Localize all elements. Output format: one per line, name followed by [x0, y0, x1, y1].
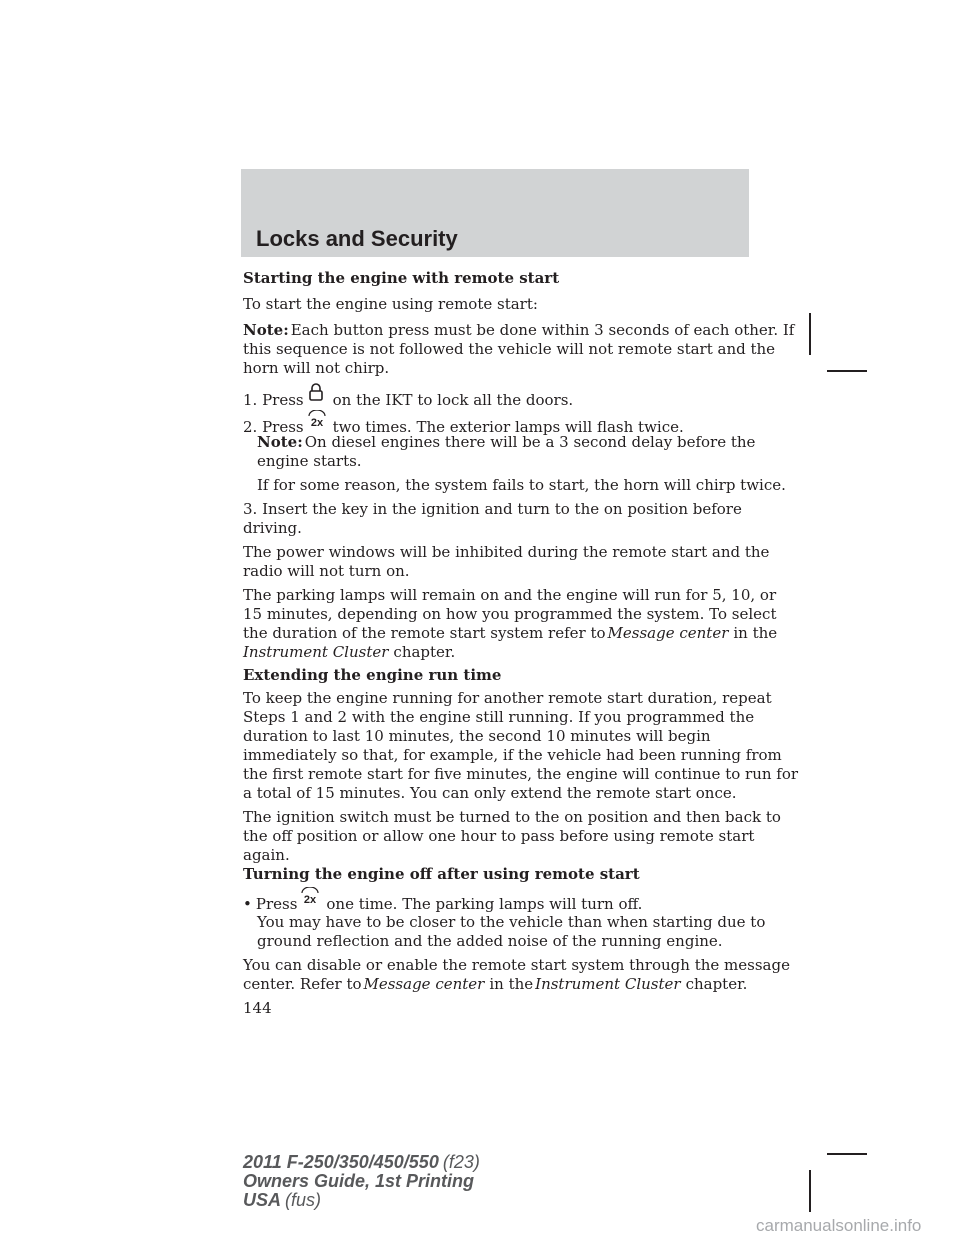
extend-line4: immediately so that, for example, if the vehicle had been running from	[243, 746, 782, 764]
footer-model: 2011 F-250/350/450/550	[243, 1152, 439, 1172]
remote-start-2x-label: 2x	[304, 894, 317, 905]
parking-line4	[243, 643, 763, 662]
section-title: Locks and Security	[256, 226, 458, 251]
closer-line1: You may have to be closer to the vehicle than when starting due to	[257, 913, 766, 931]
extend-line5: the first remote start for five minutes, the engine will continue to run for	[243, 765, 799, 783]
intro-text: To start the engine using remote start:	[243, 295, 538, 313]
step1-suffix: on the IKT to lock all the doors.	[332, 391, 574, 409]
bullet: •	[243, 895, 252, 913]
fail-line: If for some reason, the system fails to start, the horn will chirp twice.	[257, 476, 786, 494]
remote-start-2x-icon	[307, 410, 325, 428]
note1-line3: horn will not chirp.	[243, 359, 390, 377]
closer-line2: ground reflection and the added noise of the running engine.	[257, 932, 723, 950]
step3-line2: driving.	[243, 519, 302, 537]
parking-line4-end: chapter.	[393, 643, 456, 661]
note2-line1	[257, 433, 777, 452]
note1-line2: this sequence is not followed the vehicle will not remote start and the	[243, 340, 776, 358]
parking-line2: 15 minutes, depending on how you programmed the system. To select	[243, 605, 777, 623]
remote-start-2x-icon	[300, 887, 318, 905]
off-suffix: one time. The parking lamps will turn off.	[326, 895, 643, 913]
windows-line2: radio will not turn on.	[243, 562, 410, 580]
parking-line3-text: the duration of the remote start system refer to	[243, 624, 606, 642]
footer-line3	[243, 1191, 480, 1210]
parking-line1: The parking lamps will remain on and the engine will run for 5, 10, or	[243, 586, 777, 604]
footer-line1	[243, 1153, 480, 1172]
instrument-cluster-ref: Instrument Cluster	[243, 643, 389, 661]
step2-suffix: two times. The exterior lamps will flash twice.	[332, 418, 684, 436]
heading-turning-off: Turning the engine off after using remote start	[243, 865, 640, 883]
step2-prefix: 2. Press	[243, 418, 304, 436]
instrument-cluster-ref-2: Instrument Cluster	[535, 975, 681, 993]
footer-line2: Owners Guide, 1st Printing	[243, 1171, 475, 1191]
note1-line1	[243, 321, 795, 340]
disable-line1: You can disable or enable the remote start system through the message	[243, 956, 790, 974]
page-number: 144	[243, 999, 272, 1017]
note2-label: Note:	[257, 433, 303, 451]
footer-market: USA	[243, 1190, 282, 1210]
note-label: Note:	[243, 321, 289, 339]
heading-starting-remote-start: Starting the engine with remote start	[243, 269, 560, 287]
step1	[243, 383, 763, 410]
parking-line3	[243, 624, 778, 643]
extend-line1: To keep the engine running for another remote start duration, repeat	[243, 689, 772, 707]
extend-line6: a total of 15 minutes. You can only extend the remote start once.	[243, 784, 737, 802]
extend-line3: duration to last 10 minutes, the second 10 minutes will begin	[243, 727, 711, 745]
message-center-ref: Message center	[607, 624, 729, 642]
footer-model-code: (f23)	[442, 1152, 480, 1172]
disable-line2-mid: in the	[489, 975, 534, 993]
off-prefix: Press	[255, 895, 298, 913]
crop-mark-horizontal-bottom	[827, 1153, 867, 1155]
extend-line2: Steps 1 and 2 with the engine still running. If you programmed the	[243, 708, 755, 726]
off-step	[243, 887, 763, 914]
heading-extending-run-time: Extending the engine run time	[243, 666, 502, 684]
crop-mark-vertical-bottom	[809, 1170, 811, 1212]
parking-line3-end: in the	[733, 624, 778, 642]
windows-line1: The power windows will be inhibited during the remote start and the	[243, 543, 770, 561]
ignition-line1: The ignition switch must be turned to the on position and then back to	[243, 808, 781, 826]
disable-line2	[243, 975, 763, 994]
watermark: carmanualsonline.info	[756, 1216, 922, 1235]
step3-line1: 3. Insert the key in the ignition and turn to the on position before	[243, 500, 742, 518]
note2-text: On diesel engines there will be a 3 second delay before the	[304, 433, 756, 451]
footer-info	[243, 1153, 480, 1210]
footer-market-code: (fus)	[285, 1190, 322, 1210]
lock-icon	[307, 383, 325, 401]
crop-mark-vertical-top	[809, 313, 811, 355]
disable-line2-text: center. Refer to	[243, 975, 362, 993]
disable-line2-end: chapter.	[685, 975, 748, 993]
note2-line2: engine starts.	[257, 452, 362, 470]
crop-mark-horizontal-top	[827, 370, 867, 372]
ignition-line3: again.	[243, 846, 290, 864]
remote-start-2x-label: 2x	[310, 417, 323, 428]
ignition-line2: the off position or allow one hour to pass before using remote start	[243, 827, 755, 845]
message-center-ref-2: Message center	[363, 975, 485, 993]
note-text: Each button press must be done within 3 seconds of each other. If	[290, 321, 795, 339]
step1-prefix: 1. Press	[243, 391, 304, 409]
